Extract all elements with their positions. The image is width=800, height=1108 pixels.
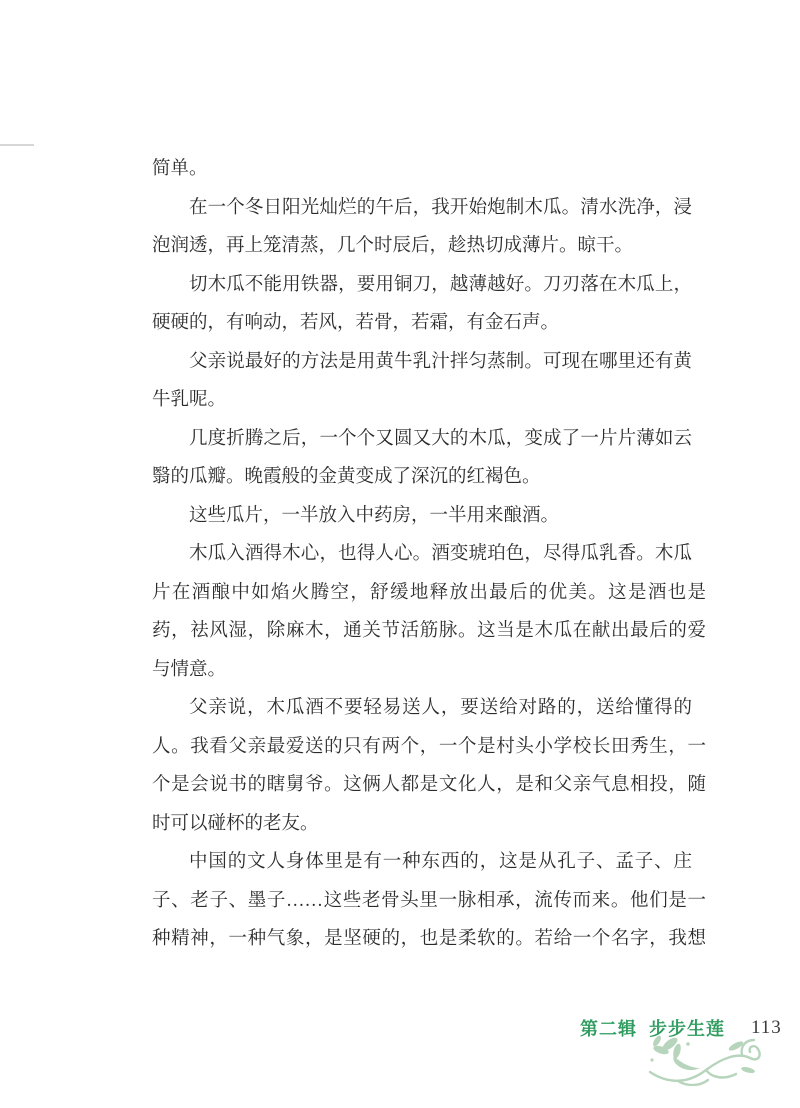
body-text [152,150,706,959]
text-line: 这些瓜片，一半放入中药房，一半用来酿酒。 [189,505,560,526]
text-line: 个是会说书的瞎舅爷。这俩人都是文化人，是和父亲气息相投，随 [152,775,706,795]
text-line: 片在酒酿中如焰火腾空，舒缓地释放出最后的优美。这是酒也是 [152,582,706,603]
text-line: 泡润透，再上笼清蒸，几个时辰后，趁热切成薄片。晾干。 [152,236,634,256]
text-line: 药，祛风湿，除麻木，通关节活筋脉。这当是木瓜在献出最后的爱 [152,621,706,641]
text-line: 子、老子、墨子……这些老骨头里一脉相承，流传而来。他们是一 [152,890,706,911]
text-line: 硬硬的，有响动，若风，若骨，若霜，有金石声。 [152,313,560,333]
text-line: 在一个冬日阳光灿烂的午后，我开始炮制木瓜。清水洗净，浸 [189,197,692,218]
floral-flourish-icon [644,1032,766,1086]
footer-section-title: 步步生莲 [649,1019,725,1039]
text-line: 切木瓜不能用铁器，要用铜刀，越薄越好。刀刃落在木瓜上， [189,274,692,295]
page-number: 113 [751,1017,782,1038]
text-line: 与情意。 [152,659,227,680]
margin-rule [0,144,34,146]
text-line: 种精神，一种气象，是坚硬的，也是柔软的。若给一个名字，我想 [152,929,706,949]
text-line: 父亲说，木瓜酒不要轻易送人，要送给对路的，送给懂得的 [189,698,692,718]
text-line: 时可以碰杯的老友。 [152,813,319,834]
text-line: 几度折腾之后，一个个又圆又大的木瓜，变成了一片片薄如云 [189,428,692,449]
text-line: 中国的文人身体里是有一种东西的，这是从孔子、孟子、庄 [189,852,692,872]
text-line: 简单。 [152,159,208,179]
text-line: 木瓜入酒得木心，也得人心。酒变琥珀色，尽得瓜乳香。木瓜 [189,544,692,564]
text-line: 牛乳呢。 [152,390,227,410]
text-line: 父亲说最好的方法是用黄牛乳汁拌匀蒸制。可现在哪里还有黄 [189,351,692,372]
footer-section-label: 第二辑 [580,1019,637,1039]
text-line: 人。我看父亲最爱送的只有两个，一个是村头小学校长田秀生，一 [152,736,706,757]
text-line: 翳的瓜瓣。晚霞般的金黄变成了深沉的红褐色。 [152,467,541,487]
